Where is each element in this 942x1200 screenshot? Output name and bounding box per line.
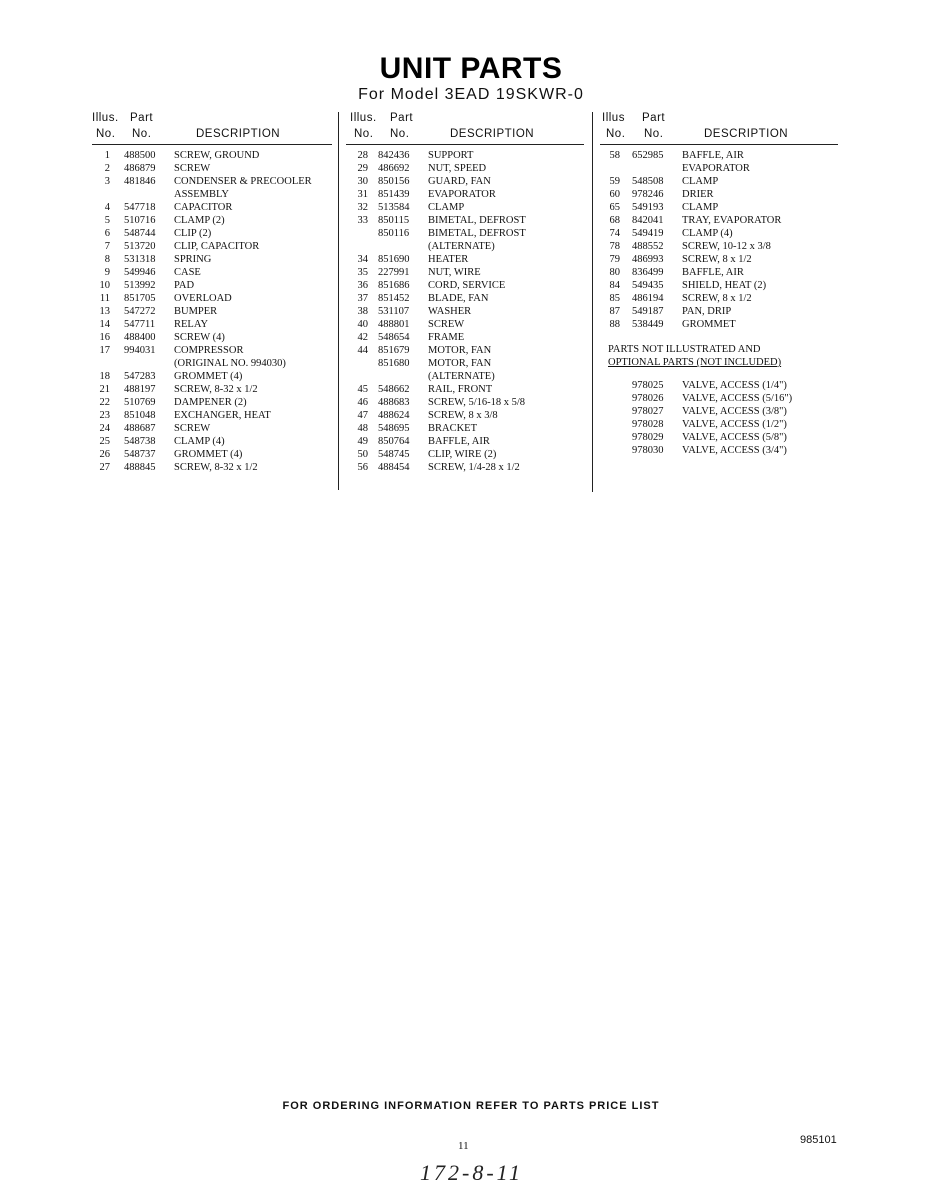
- part-number: 851686: [378, 280, 410, 291]
- column-header: [600, 110, 838, 145]
- illus-no-label: No.: [96, 128, 116, 140]
- illus-number: 16: [99, 332, 110, 343]
- table-row: [92, 409, 332, 422]
- part-number: 549435: [632, 280, 664, 291]
- part-description: BUMPER: [174, 306, 218, 317]
- part-description: SUPPORT: [428, 150, 474, 161]
- part-number: 488683: [378, 397, 410, 408]
- part-number: 548662: [378, 384, 410, 395]
- part-number: 978026: [632, 393, 664, 404]
- illus-number: 22: [99, 397, 110, 408]
- table-row: [92, 461, 332, 474]
- part-number: 549946: [124, 267, 156, 278]
- part-number: 547711: [124, 319, 156, 330]
- illus-number: 18: [99, 371, 110, 382]
- part-description: EVAPORATOR: [682, 163, 750, 174]
- part-number: 510716: [124, 215, 156, 226]
- illus-number: 21: [99, 384, 110, 395]
- illus-number: 34: [357, 254, 368, 265]
- table-row: [346, 227, 584, 240]
- part-description: ASSEMBLY: [174, 189, 229, 200]
- table-row: [92, 175, 332, 188]
- illus-number: 56: [357, 462, 368, 473]
- illus-number: 37: [357, 293, 368, 304]
- table-row: [600, 240, 838, 253]
- part-number: 851690: [378, 254, 410, 265]
- optional-parts-list: [600, 379, 838, 457]
- part-description: CLAMP (4): [174, 436, 225, 447]
- part-number: 548508: [632, 176, 664, 187]
- part-number: 488801: [378, 319, 410, 330]
- part-number: 851680: [378, 358, 410, 369]
- illus-number: 79: [609, 254, 620, 265]
- illus-number: 44: [357, 345, 368, 356]
- table-row: [92, 344, 332, 357]
- illus-label: Illus.: [92, 112, 119, 124]
- page-number: 11: [458, 1140, 469, 1152]
- part-number: 978025: [632, 380, 664, 391]
- table-row: [92, 435, 332, 448]
- part-description: TRAY, EVAPORATOR: [682, 215, 782, 226]
- part-description: SPRING: [174, 254, 212, 265]
- part-description: CORD, SERVICE: [428, 280, 506, 291]
- part-description: VALVE, ACCESS (1/4"): [682, 380, 787, 391]
- part-number: 652985: [632, 150, 664, 161]
- part-description: BAFFLE, AIR: [428, 436, 490, 447]
- table-row: [92, 331, 332, 344]
- table-row: [92, 318, 332, 331]
- part-description: RELAY: [174, 319, 209, 330]
- table-row: [92, 149, 332, 162]
- illus-number: 10: [99, 280, 110, 291]
- table-row: [600, 266, 838, 279]
- part-description: CASE: [174, 267, 201, 278]
- part-description: SCREW, 1/4-28 x 1/2: [428, 462, 520, 473]
- description-label: DESCRIPTION: [196, 128, 281, 140]
- description-label: DESCRIPTION: [450, 128, 535, 140]
- column-divider-2: [592, 112, 593, 492]
- part-description: DAMPENER (2): [174, 397, 247, 408]
- illus-number: 87: [609, 306, 620, 317]
- table-row: [92, 370, 332, 383]
- part-number: 513992: [124, 280, 156, 291]
- illus-number: 45: [357, 384, 368, 395]
- part-description: CLAMP (4): [682, 228, 733, 239]
- part-number: 488454: [378, 462, 410, 473]
- table-row: [600, 392, 838, 405]
- column-header: [346, 110, 584, 145]
- illus-number: 50: [357, 449, 368, 460]
- part-label: Part: [130, 112, 154, 124]
- illus-number: 36: [357, 280, 368, 291]
- illus-number: 85: [609, 293, 620, 304]
- table-row: [600, 305, 838, 318]
- illus-number: 6: [104, 228, 110, 239]
- illus-number: 13: [99, 306, 110, 317]
- part-number: 548654: [378, 332, 410, 343]
- illus-number: 11: [99, 293, 110, 304]
- part-number: 851452: [378, 293, 410, 304]
- illus-number: 3: [104, 176, 110, 187]
- table-row: [346, 344, 584, 357]
- part-description: SCREW, 8-32 x 1/2: [174, 384, 258, 395]
- table-row: [600, 253, 838, 266]
- part-description: CLAMP (2): [174, 215, 225, 226]
- part-description: (ALTERNATE): [428, 371, 495, 382]
- table-row: [92, 227, 332, 240]
- part-description: SHIELD, HEAT (2): [682, 280, 767, 291]
- part-number: 549419: [632, 228, 664, 239]
- part-number: 994031: [124, 345, 156, 356]
- illus-number: 35: [357, 267, 368, 278]
- part-number: 547272: [124, 306, 156, 317]
- part-description: VALVE, ACCESS (3/8"): [682, 406, 787, 417]
- illus-number: 29: [357, 163, 368, 174]
- table-row: [346, 201, 584, 214]
- illus-number: 7: [104, 241, 110, 252]
- table-row: [346, 266, 584, 279]
- part-no-label: No.: [644, 128, 664, 140]
- part-number: 978027: [632, 406, 664, 417]
- part-description: SCREW: [428, 319, 465, 330]
- table-row: [92, 240, 332, 253]
- table-row: [92, 253, 332, 266]
- part-no-label: No.: [132, 128, 152, 140]
- table-row: [600, 175, 838, 188]
- part-number: 851705: [124, 293, 156, 304]
- part-number: 486879: [124, 163, 156, 174]
- table-row: [346, 422, 584, 435]
- table-row: [346, 435, 584, 448]
- part-description: GROMMET (4): [174, 371, 243, 382]
- part-description: VALVE, ACCESS (3/4"): [682, 445, 787, 456]
- part-description: SCREW (4): [174, 332, 225, 343]
- table-row: [92, 305, 332, 318]
- part-description: (ORIGINAL NO. 994030): [174, 358, 286, 369]
- table-row: [346, 318, 584, 331]
- table-row: [600, 405, 838, 418]
- table-row: [346, 240, 584, 253]
- part-number: 547718: [124, 202, 156, 213]
- column-header: [92, 110, 332, 145]
- part-number: 842436: [378, 150, 410, 161]
- illus-number: 26: [99, 449, 110, 460]
- table-row: [600, 162, 838, 175]
- part-description: EVAPORATOR: [428, 189, 496, 200]
- table-row: [346, 188, 584, 201]
- table-row: [346, 331, 584, 344]
- part-number: 548745: [378, 449, 410, 460]
- part-description: HEATER: [428, 254, 469, 265]
- illus-number: 49: [357, 436, 368, 447]
- part-number: 513720: [124, 241, 156, 252]
- handwritten-note: 172-8-11: [420, 1160, 524, 1185]
- table-row: [92, 448, 332, 461]
- illus-no-label: No.: [354, 128, 374, 140]
- part-description: BAFFLE, AIR: [682, 150, 744, 161]
- part-description: SCREW, 10-12 x 3/8: [682, 241, 771, 252]
- illus-number: 88: [609, 319, 620, 330]
- note-line-1: PARTS NOT ILLUSTRATED AND: [608, 344, 761, 355]
- part-description: NUT, WIRE: [428, 267, 481, 278]
- part-description: WASHER: [428, 306, 472, 317]
- part-description: VALVE, ACCESS (5/16"): [682, 393, 793, 404]
- illus-number: 2: [104, 163, 110, 174]
- part-number: 549193: [632, 202, 664, 213]
- illus-number: 32: [357, 202, 368, 213]
- parts-list: [600, 149, 838, 331]
- part-description: CLAMP: [428, 202, 465, 213]
- illus-number: 33: [357, 215, 368, 226]
- illus-number: 47: [357, 410, 368, 421]
- part-number: 538449: [632, 319, 664, 330]
- part-description: SCREW, 5/16-18 x 5/8: [428, 397, 526, 408]
- page-title: UNIT PARTS: [379, 52, 563, 85]
- table-row: [600, 201, 838, 214]
- illus-number: 27: [99, 462, 110, 473]
- table-row: [600, 444, 838, 457]
- parts-column-1: [92, 110, 332, 474]
- illus-number: 80: [609, 267, 620, 278]
- part-number: 486993: [632, 254, 664, 265]
- part-description: BAFFLE, AIR: [682, 267, 744, 278]
- illus-number: 78: [609, 241, 620, 252]
- illus-number: 46: [357, 397, 368, 408]
- part-description: PAN, DRIP: [682, 306, 732, 317]
- table-row: [346, 162, 584, 175]
- part-description: CONDENSER & PRECOOLER: [174, 176, 312, 187]
- table-row: [92, 201, 332, 214]
- illus-number: 38: [357, 306, 368, 317]
- part-description: SCREW, 8 x 3/8: [428, 410, 498, 421]
- part-number: 531318: [124, 254, 156, 265]
- table-row: [92, 422, 332, 435]
- illus-number: 9: [104, 267, 110, 278]
- illus-number: 40: [357, 319, 368, 330]
- table-row: [600, 379, 838, 392]
- part-description: BIMETAL, DEFROST: [428, 215, 526, 226]
- illus-number: 60: [609, 189, 620, 200]
- illus-number: 17: [99, 345, 110, 356]
- ordering-footer: FOR ORDERING INFORMATION REFER TO PARTS PRICE LIST: [282, 1100, 660, 1112]
- illus-number: 84: [609, 280, 620, 291]
- part-number: 548744: [124, 228, 156, 239]
- illus-number: 42: [357, 332, 368, 343]
- illus-number: 28: [357, 150, 368, 161]
- table-row: [346, 149, 584, 162]
- illus-number: 59: [609, 176, 620, 187]
- part-no-label: No.: [390, 128, 410, 140]
- part-number: 978029: [632, 432, 664, 443]
- part-description: DRIER: [682, 189, 714, 200]
- part-number: 488624: [378, 410, 410, 421]
- illus-number: 74: [609, 228, 620, 239]
- table-row: [600, 431, 838, 444]
- part-description: CLIP, CAPACITOR: [174, 241, 260, 252]
- part-number: 531107: [378, 306, 410, 317]
- part-number: 850156: [378, 176, 410, 187]
- column-divider-1: [338, 112, 339, 490]
- part-description: BIMETAL, DEFROST: [428, 228, 526, 239]
- table-row: [346, 253, 584, 266]
- part-number: 978028: [632, 419, 664, 430]
- parts-column-3: [600, 110, 838, 457]
- table-row: [92, 357, 332, 370]
- part-description: VALVE, ACCESS (1/2"): [682, 419, 787, 430]
- table-row: [346, 370, 584, 383]
- table-row: [600, 418, 838, 431]
- table-row: [346, 448, 584, 461]
- table-row: [346, 305, 584, 318]
- part-number: 836499: [632, 267, 664, 278]
- part-number: 850116: [378, 228, 410, 239]
- part-description: SCREW, GROUND: [174, 150, 260, 161]
- part-description: GROMMET (4): [174, 449, 243, 460]
- table-row: [346, 292, 584, 305]
- part-number: 851439: [378, 189, 410, 200]
- parts-list: [92, 149, 332, 474]
- model-subtitle: For Model 3EAD 19SKWR-0: [358, 86, 584, 103]
- note-line-2: OPTIONAL PARTS (NOT INCLUDED): [608, 357, 782, 368]
- table-row: [92, 279, 332, 292]
- table-row: [600, 149, 838, 162]
- part-label: Part: [390, 112, 414, 124]
- part-description: CLAMP: [682, 176, 719, 187]
- part-description: MOTOR, FAN: [428, 345, 492, 356]
- illus-number: 31: [357, 189, 368, 200]
- illus-number: 68: [609, 215, 620, 226]
- illus-no-label: No.: [606, 128, 626, 140]
- illus-number: 23: [99, 410, 110, 421]
- parts-list: [346, 149, 584, 474]
- illus-label: Illus: [602, 112, 625, 124]
- table-row: [346, 461, 584, 474]
- part-number: 549187: [632, 306, 664, 317]
- part-description: SCREW, 8 x 1/2: [682, 293, 752, 304]
- part-number: 488845: [124, 462, 156, 473]
- optional-parts-note: [608, 343, 846, 369]
- illus-number: 14: [99, 319, 110, 330]
- part-number: 488552: [632, 241, 664, 252]
- table-row: [600, 318, 838, 331]
- part-number: 851048: [124, 410, 156, 421]
- part-number: 978030: [632, 445, 664, 456]
- part-description: (ALTERNATE): [428, 241, 495, 252]
- part-description: NUT, SPEED: [428, 163, 487, 174]
- table-row: [92, 214, 332, 227]
- illus-number: 30: [357, 176, 368, 187]
- part-description: PAD: [174, 280, 195, 291]
- part-label: Part: [642, 112, 666, 124]
- table-row: [600, 279, 838, 292]
- part-number: 851679: [378, 345, 410, 356]
- table-row: [600, 292, 838, 305]
- part-description: RAIL, FRONT: [428, 384, 493, 395]
- illus-number: 24: [99, 423, 110, 434]
- part-number: 488500: [124, 150, 156, 161]
- illus-number: 48: [357, 423, 368, 434]
- table-row: [92, 292, 332, 305]
- part-description: OVERLOAD: [174, 293, 232, 304]
- part-number: 850115: [378, 215, 410, 226]
- part-description: BLADE, FAN: [428, 293, 489, 304]
- part-number: 548695: [378, 423, 410, 434]
- table-row: [346, 357, 584, 370]
- part-number: 486194: [632, 293, 664, 304]
- illus-number: 1: [104, 150, 110, 161]
- part-description: CLAMP: [682, 202, 719, 213]
- table-row: [600, 214, 838, 227]
- part-number: 513584: [378, 202, 410, 213]
- part-description: BRACKET: [428, 423, 478, 434]
- part-description: VALVE, ACCESS (5/8"): [682, 432, 787, 443]
- description-label: DESCRIPTION: [704, 128, 789, 140]
- part-description: GROMMET: [682, 319, 736, 330]
- part-number: 486692: [378, 163, 410, 174]
- table-row: [600, 227, 838, 240]
- part-number: 488400: [124, 332, 156, 343]
- illus-number: 5: [104, 215, 110, 226]
- part-number: 978246: [632, 189, 664, 200]
- table-row: [92, 396, 332, 409]
- illus-number: 25: [99, 436, 110, 447]
- part-description: FRAME: [428, 332, 465, 343]
- table-row: [92, 162, 332, 175]
- part-number: 488197: [124, 384, 156, 395]
- part-number: 488687: [124, 423, 156, 434]
- part-number: 842041: [632, 215, 664, 226]
- illus-number: 4: [104, 202, 110, 213]
- part-description: EXCHANGER, HEAT: [174, 410, 271, 421]
- table-row: [92, 266, 332, 279]
- table-row: [92, 383, 332, 396]
- table-row: [346, 214, 584, 227]
- part-number: 850764: [378, 436, 410, 447]
- part-description: MOTOR, FAN: [428, 358, 492, 369]
- part-description: COMPRESSOR: [174, 345, 244, 356]
- part-description: CLIP (2): [174, 228, 212, 239]
- part-description: SCREW, 8-32 x 1/2: [174, 462, 258, 473]
- illus-number: 65: [609, 202, 620, 213]
- part-description: GUARD, FAN: [428, 176, 491, 187]
- part-number: 481846: [124, 176, 156, 187]
- illus-label: Illus.: [350, 112, 377, 124]
- table-row: [346, 175, 584, 188]
- part-description: SCREW: [174, 423, 211, 434]
- part-number: 548737: [124, 449, 156, 460]
- table-row: [346, 409, 584, 422]
- document-number: 985101: [800, 1134, 837, 1146]
- part-description: CAPACITOR: [174, 202, 233, 213]
- part-number: 510769: [124, 397, 156, 408]
- parts-column-2: [346, 110, 584, 474]
- table-row: [92, 188, 332, 201]
- part-description: CLIP, WIRE (2): [428, 449, 497, 460]
- illus-number: 8: [104, 254, 110, 265]
- part-description: SCREW: [174, 163, 211, 174]
- part-number: 548738: [124, 436, 156, 447]
- table-row: [600, 188, 838, 201]
- table-row: [346, 396, 584, 409]
- part-number: 547283: [124, 371, 156, 382]
- table-row: [346, 383, 584, 396]
- illus-number: 58: [609, 150, 620, 161]
- table-row: [346, 279, 584, 292]
- part-description: SCREW, 8 x 1/2: [682, 254, 752, 265]
- part-number: 227991: [378, 267, 410, 278]
